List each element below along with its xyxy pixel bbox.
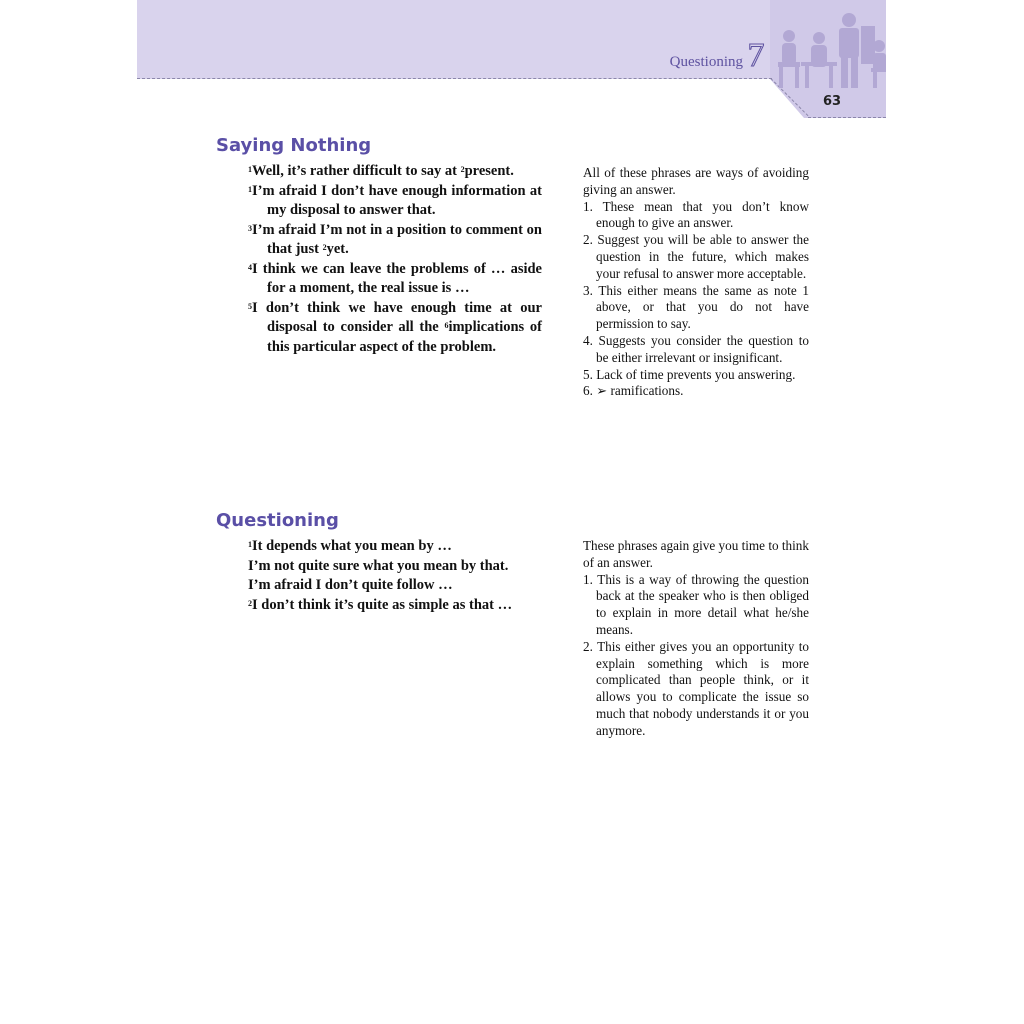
phrase-list-saying-nothing	[248, 162, 542, 357]
section-heading-saying-nothing: Saying Nothing	[216, 135, 372, 156]
phrase-list-questioning	[248, 537, 542, 615]
phrase-item: $^5$I don’t think we have enough time at our disposal to consider all the $^6$implications of this particular aspect of the problem.	[248, 299, 542, 355]
notes-saying-nothing	[583, 165, 809, 400]
note-item: 6. ➢ ramifications.	[583, 383, 684, 399]
section-heading-questioning: Questioning	[216, 510, 339, 531]
people-meeting-icon	[775, 10, 886, 90]
chapter-number	[749, 36, 763, 72]
notes-list	[583, 572, 809, 740]
tab-divider	[808, 117, 886, 118]
footnote-marker: 3	[248, 223, 252, 233]
footnote-marker: 1	[248, 184, 252, 194]
phrase-item: $^2$I don’t think it’s quite as simple as that …	[248, 596, 513, 613]
note-item: 2. This either gives you an opportunity to explain something which is more complicated than people think, or it allows you to complicate the issue so much that nobody understands it or you anymore.	[583, 638, 809, 738]
header-divider	[137, 78, 772, 79]
page-number: 63	[823, 94, 842, 109]
notes-intro: These phrases again give you time to think of an answer.	[583, 538, 809, 570]
footnote-marker: 5	[248, 301, 252, 311]
phrase-item: $^1$I’m afraid I don’t have enough information at my disposal to answer that.	[248, 182, 542, 218]
phrase-item: I’m not quite sure what you mean by that.	[248, 557, 509, 574]
footnote-marker: 2	[460, 165, 465, 174]
note-item: 5. Lack of time prevents you answering.	[583, 366, 796, 382]
footnote-marker: 1	[248, 165, 252, 174]
footnote-marker: 6	[444, 321, 449, 330]
chapter-title: Questioning	[669, 54, 743, 70]
footnote-marker: 4	[248, 262, 252, 272]
notes-questioning	[583, 538, 809, 740]
phrase-item: I’m afraid I don’t quite follow …	[248, 577, 453, 593]
footnote-marker: 2	[248, 598, 252, 608]
notes-intro: All of these phrases are ways of avoiding giving an answer.	[583, 165, 809, 197]
footnote-marker: 2	[322, 243, 327, 252]
phrase-item: $^4$I think we can leave the problems of … aside for a moment, the real issue is …	[248, 260, 542, 296]
note-item: 1. These mean that you don’t know enough to give an answer.	[583, 198, 809, 231]
note-item: 2. Suggest you will be able to answer the question in the future, which makes your refusal to answer more acceptable.	[583, 232, 809, 281]
notes-list	[583, 199, 809, 401]
phrase-item: $^3$I’m afraid I’m not in a position to comment on that just $^2$yet.	[248, 221, 542, 257]
note-item: 3. This either means the same as note 1 above, or that you do not have permission to say.	[583, 282, 809, 332]
note-item: 1. This is a way of throwing the question back at the speaker who is then obliged to explain in more detail what he/she means.	[583, 571, 809, 637]
phrase-item: $^1$It depends what you mean by …	[248, 538, 452, 554]
note-item: 4. Suggests you consider the question to be either irrelevant or insignificant.	[583, 332, 809, 365]
footnote-marker: 1	[248, 540, 252, 549]
phrase-item: $^1$Well, it’s rather difficult to say at $^2$present.	[248, 163, 514, 179]
chapter-number-text: 7	[747, 37, 765, 74]
